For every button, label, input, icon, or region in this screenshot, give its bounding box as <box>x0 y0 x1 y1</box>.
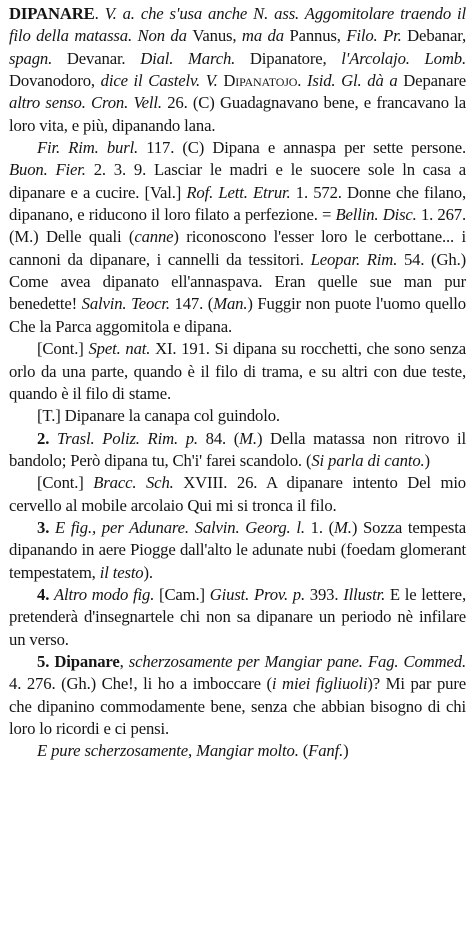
text-run: 4. 276. (Gh.) Che!, li ho a imboccare ( <box>9 674 272 694</box>
text-run: Vanus, <box>192 26 242 46</box>
sense-headword: Dipanare <box>54 651 120 671</box>
source-citation: Buon. Fier. <box>9 160 94 180</box>
cont-spet-paragraph <box>9 338 466 405</box>
text-run: Pannus, <box>289 26 347 46</box>
cross-reference: Dipanatojo <box>223 71 298 91</box>
text-run: altro senso. Cron. Vell. <box>9 93 168 113</box>
text-run: )? Mi par pure che dipanino commodamente bene, senza che abbian bisogno di chi loro lo ricordi e ci pensi. <box>9 674 467 738</box>
text-run: ( <box>302 741 309 761</box>
text-run: ) riconoscono l'esser loro le cerbottane... i cannoni da dipanare, i cannelli da tessitori. <box>9 227 466 269</box>
text-run: , <box>119 651 129 671</box>
source-citation: Fir. Rim. burl. <box>37 138 147 158</box>
text-run: Debanar, <box>407 26 466 46</box>
source-citation: Illustr. <box>343 584 390 604</box>
text-run: Si parla di canto. <box>311 450 425 470</box>
source-citation: Giust. Prov. p. <box>209 584 310 604</box>
text-run: Dial. March. <box>140 48 250 68</box>
t-example-paragraph <box>9 405 466 427</box>
sense-definition: Altro modo fig. <box>54 584 160 604</box>
final-note-paragraph <box>9 740 466 762</box>
text-run: 117. (C) Dipana e annaspa per sette persone. <box>146 138 466 158</box>
source-citation: Salvin. Teocr. <box>81 294 175 314</box>
source-citation: Trasl. Poliz. Rim. p. <box>56 428 206 448</box>
source-citation: Bracc. Sch. <box>93 473 184 493</box>
text-run: il testo <box>99 562 144 582</box>
text-run: ). <box>143 562 153 582</box>
text-run: i miei figliuoli <box>271 674 368 694</box>
source-citation: Leopar. Rim. <box>310 249 404 269</box>
text-run: M. <box>239 428 257 448</box>
entry-definition-paragraph <box>9 3 466 137</box>
text-run: Dovanodoro, <box>9 71 101 91</box>
text-run: 26. (C) Guadagnavano bene, e francavano la loro vita, e più, dipanando lana. <box>9 93 466 135</box>
text-run: Depanare <box>403 71 467 91</box>
text-run: spagn. <box>9 48 67 68</box>
sense-definition: E fig., per Adunare. Salvin. Georg. l. <box>55 517 311 537</box>
grammar-note: V. a. che s'usa anche N. ass. Aggomitolare traendo il filo della matassa. Non da <box>9 4 467 46</box>
text-run: 54. (Gh.) Come avea dipanato ell'annaspava. Eran quelle sue man pur benedette! <box>9 249 466 314</box>
text-run: dice il Castelv. V. <box>100 71 224 91</box>
sense-definition: scherzosamente per Mangiar pane. Fag. Commed. <box>128 651 466 671</box>
text-run: 1. 572. Donne che filano, dipanano, e riducono il loro filato a perfezione. = <box>9 182 466 225</box>
text-run: ) <box>343 741 349 761</box>
sense-5-paragraph <box>9 651 466 740</box>
text-run: XI. 191. Si dipana su rocchetti, che sono senza orlo da una parte, quando è il filo di trama, e su altri con due teste, quando è il filo di stame. <box>9 339 466 403</box>
text-run: XVIII. 26. A dipanare intento Del mio cervello al mobile arcolaio Qui mi si tronca il filo. <box>9 473 466 515</box>
source-citation: Spet. nat. <box>88 339 156 359</box>
text-run: ) Fuggir non puote l'uomo quello Che la Parca aggomitola e dipana. <box>9 294 466 336</box>
text-run: E le lettere, pretenderà d'insegnartele chi non sa dipanare un periodo nè infilare un verso. <box>9 584 466 649</box>
text-run: Man. <box>213 294 248 314</box>
sense-number: 4. <box>37 584 55 604</box>
text-run: Devanar. <box>66 48 141 68</box>
citations-paragraph <box>9 137 466 338</box>
text-run: 1. 267. (M.) Delle quali ( <box>9 205 466 247</box>
sense-4-paragraph <box>9 584 466 651</box>
text-run: ma da <box>241 26 290 46</box>
text-run: M. <box>334 517 352 537</box>
text-run: ) <box>424 450 430 470</box>
text-run: 393. <box>309 584 344 604</box>
sense-3-paragraph <box>9 517 466 584</box>
source-citation: Rof. Lett. Etrur. <box>186 182 296 202</box>
text-run: . <box>94 4 105 23</box>
text-run: 84. ( <box>205 428 240 448</box>
text-run: 1. ( <box>310 517 335 537</box>
text-run: Dipanatore, <box>249 48 342 68</box>
text-run: . <box>297 71 307 91</box>
text-run: [Cont.] <box>37 473 94 493</box>
headword: DIPANARE <box>9 4 95 23</box>
sense-number: 3. <box>37 517 55 537</box>
sense-number: 2. <box>37 428 57 448</box>
text-run: ) Della matassa non ritrovo il bandolo; Però dipana tu, Ch'i' farei scandolo. ( <box>9 428 466 470</box>
cont-bracc-paragraph <box>9 472 466 517</box>
text-run: [Cam.] <box>159 584 210 604</box>
text-run: [Cont.] <box>37 339 89 359</box>
text-run: [T.] Dipanare la canapa col guindolo. <box>37 406 280 426</box>
sense-2-paragraph <box>9 428 466 473</box>
text-run: Filo. Pr. <box>346 26 408 46</box>
text-run: canne <box>134 227 174 247</box>
text-run: ) Sozza tempesta dipanando in aere Piogge dall'alto le adunate nubi (foedam glomerant tempestatem, <box>9 517 466 582</box>
sense-number: 5. <box>37 651 55 671</box>
sense-definition: E pure scherzosamente, Mangiar molto. <box>37 741 303 761</box>
text-run: 147. ( <box>174 294 214 314</box>
source-citation: Bellin. Disc. <box>335 205 421 225</box>
text-run: 2. 3. 9. Lasciar le madri e le suocere sole ln casa a dipanare e a cucire. [Val.] <box>9 160 466 202</box>
text-run: Fanf. <box>308 741 344 761</box>
text-run: l'Arcolajo. Lomb. <box>341 48 466 68</box>
text-run: Isid. Gl. dà a <box>307 71 404 91</box>
